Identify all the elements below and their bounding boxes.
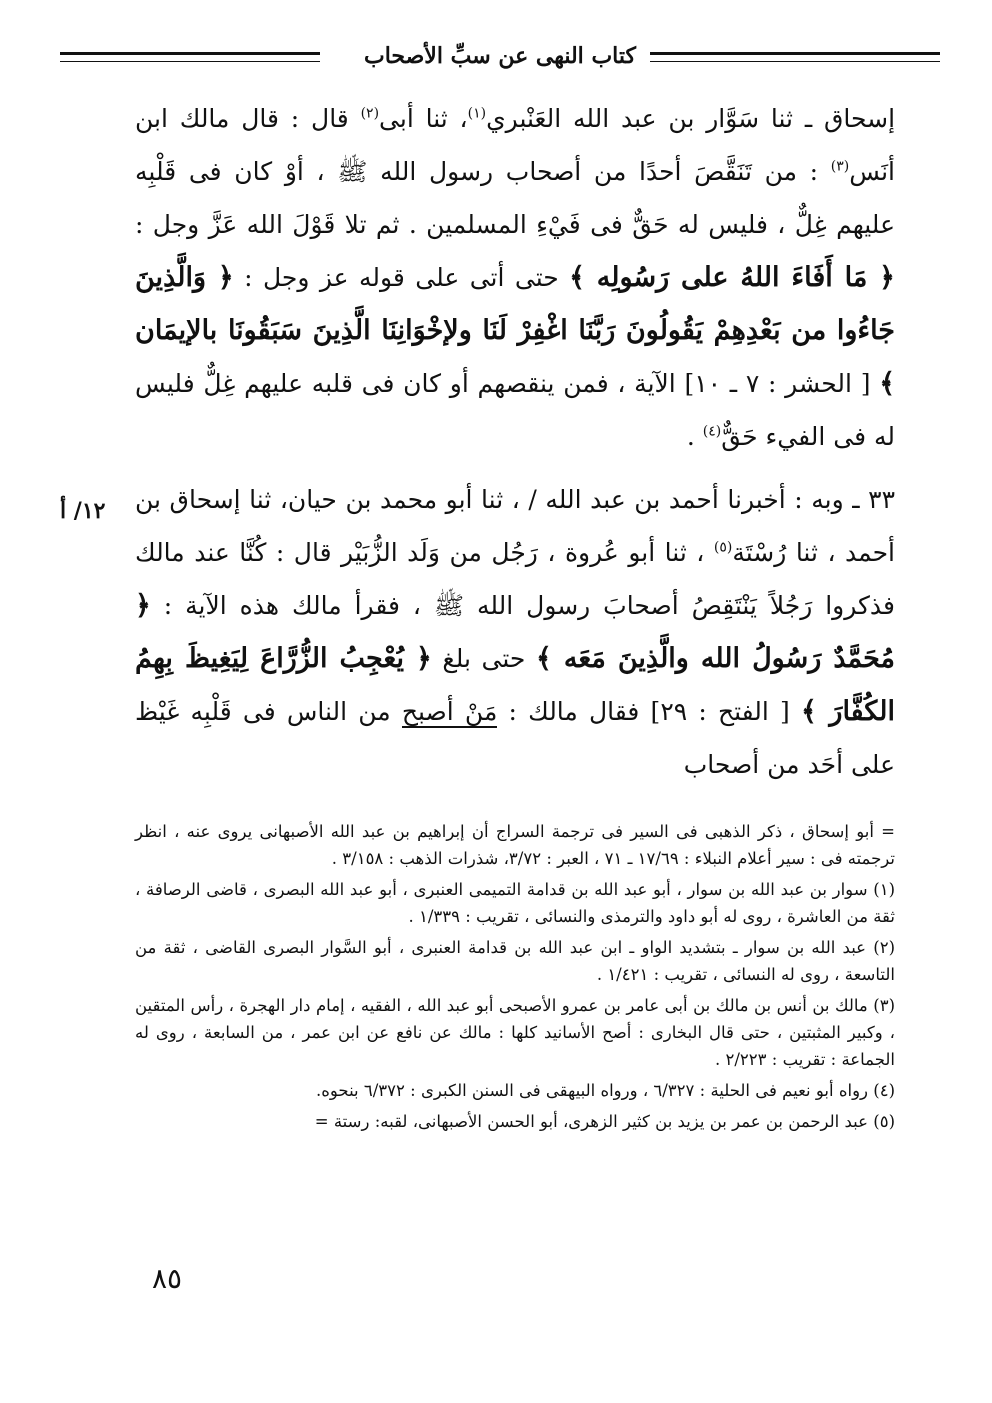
footnote-ref-5: (٥) [713, 539, 733, 556]
footnote-1: (١) سوار بن عبد الله بن سوار ، أبو عبد الله بن قدامة التميمى العنبرى ، أبو عبد الله البصرى ، قاضى الرصافة ، ثقة من العاشرة ، روى له أبو داود والترمذى والنسائى ، تقريب : ١/٣٣٩ . [135, 880, 895, 926]
text-run: ، ثنا أبى [379, 104, 468, 133]
margin-folio-reference: ١٢/ أ [60, 498, 106, 524]
quran-verse: ﴿ مَا أَفَاءَ اللهُ على رَسُولِه ﴾ [569, 262, 895, 293]
footnote-3: (٣) مالك بن أنس بن مالك بن أبى عامر بن عمرو الأصبحى أبو عبد الله ، الفقيه ، إمام دار الهجرة ، رأس المتقين ، وكبير المثبتين ، حتى قال البخارى : أصح الأسانيد كلها : مالك عن نافع عن ابن عمر ، من السابعة ، روى له الجماعة : تقريب : ٢/٢٢٣ . [135, 996, 895, 1069]
text-run: حتى أتى على قوله عز وجل : [233, 263, 570, 292]
quran-verse: ﴿ مُحَمَّدٌ رَسُولُ الله والَّذِينَ مَعَه ﴾ [135, 590, 895, 674]
underlined-text: مَنْ أصبح [401, 697, 498, 726]
text-run: إسحاق ـ ثنا سَوَّار بن عبد الله العَنْبري [486, 104, 896, 133]
text-run: حتى بلغ [431, 644, 536, 673]
main-text [135, 92, 895, 791]
footnote-continuation: = أبو إسحاق ، ذكر الذهبى فى السير فى ترجمة السراج أن إبراهيم بن عبد الله الأصبهانى يروى عنه ، انظر ترجمته فى : سير أعلام النبلاء : ١٧/٦٩ ـ ٧١ ، العبر : ٣/٧٢، شذرات الذهب : ٣/١٥٨ . [135, 822, 895, 868]
footnote-2: (٢) عبد الله بن سوار ـ بتشديد الواو ـ ابن عبد الله بن قدامة العنبرى ، أبو السَّوار البصرى القاضى ، ثقة من التاسعة ، روى له النسائى ، تقريب : ١/٤٢١ . [135, 938, 895, 984]
quran-verse: ﴿ يُعْجِبُ الزُّرَّاعَ لِيَغِيظَ بِهِمُ الكُفَّارَ ﴾ [135, 643, 895, 727]
text-run: ٣٣ ـ وبه : أخبرنا أحمد بن عبد الله / ، ثنا أبو محمد بن حيان، ثنا إسحاق بن أحمد ، ثنا رُسْتَة [135, 485, 895, 567]
text-run: ، ثنا أبو عُروة ، رَجُل من وَلَد الزُّبَيْر قال : كُنَّا عند مالك فذكروا رَجُلاً يَنْتَقِصُ أصحابَ رسول الله ﷺ ، فقرأ مالك هذه الآية : [135, 538, 895, 620]
text-run: . [686, 422, 703, 451]
quran-verse: ﴿ وَالَّذِينَ جَاءُوا من بَعْدِهِمْ يَقُولُونَ رَبَّنَا اغْفِرْ لَنَا ولإخْوَانِنَا الَّذِينَ سَبَقُونَا بالإيمَان ﴾ [135, 262, 896, 399]
paragraph-2 [135, 473, 895, 791]
footnote-ref-1: (١) [467, 105, 487, 122]
footnotes [135, 818, 895, 1135]
text-run: : من تَنَقَّصَ أحدًا من أصحاب رسول الله ﷺ ، أوْ كان فى قَلْبِه عليهم غِلٌّ ، فليس له حَقٌّ فى فَيْءِ المسلمين . ثم تلا قَوْلَ الله عَزَّ وجل : [135, 157, 895, 239]
footnote-ref-2: (٢) [360, 105, 380, 122]
footnote-ref-3: (٣) [830, 158, 850, 175]
text-run: [ الحشر : ٧ ـ ١٠] الآية ، فمن ينقصهم أو كان فى قلبه عليهم غِلٌّ فليس له فى الفيء حَقٌّ [135, 369, 895, 451]
text-run: من الناس فى قَلْبِه غَيْظ على أحَد من أصحاب [135, 697, 895, 779]
header-title: كتاب النهى عن سبِّ الأصحاب [350, 40, 650, 72]
running-header [60, 40, 940, 80]
footnote-4: (٤) رواه أبو نعيم فى الحلية : ٦/٣٢٧ ، ورواه البيهقى فى السنن الكبرى : ٦/٣٧٢ بنحوه. [316, 1081, 895, 1100]
footnote-5: (٥) عبد الرحمن بن عمر بن يزيد بن كثير الزهرى، أبو الحسن الأصبهانى، لقبه: رستة = [314, 1112, 895, 1131]
text-run: قال : قال مالك ابن أنَس [135, 104, 895, 186]
header-rule-left-top [60, 52, 320, 55]
header-rule-left-bottom [60, 61, 320, 62]
text-run: [ الفتح : ٢٩] فقال مالك : [497, 697, 801, 726]
paragraph-1 [135, 92, 895, 463]
page-number: ٨٥ [152, 1262, 183, 1295]
footnote-ref-4: (٤) [702, 423, 722, 440]
